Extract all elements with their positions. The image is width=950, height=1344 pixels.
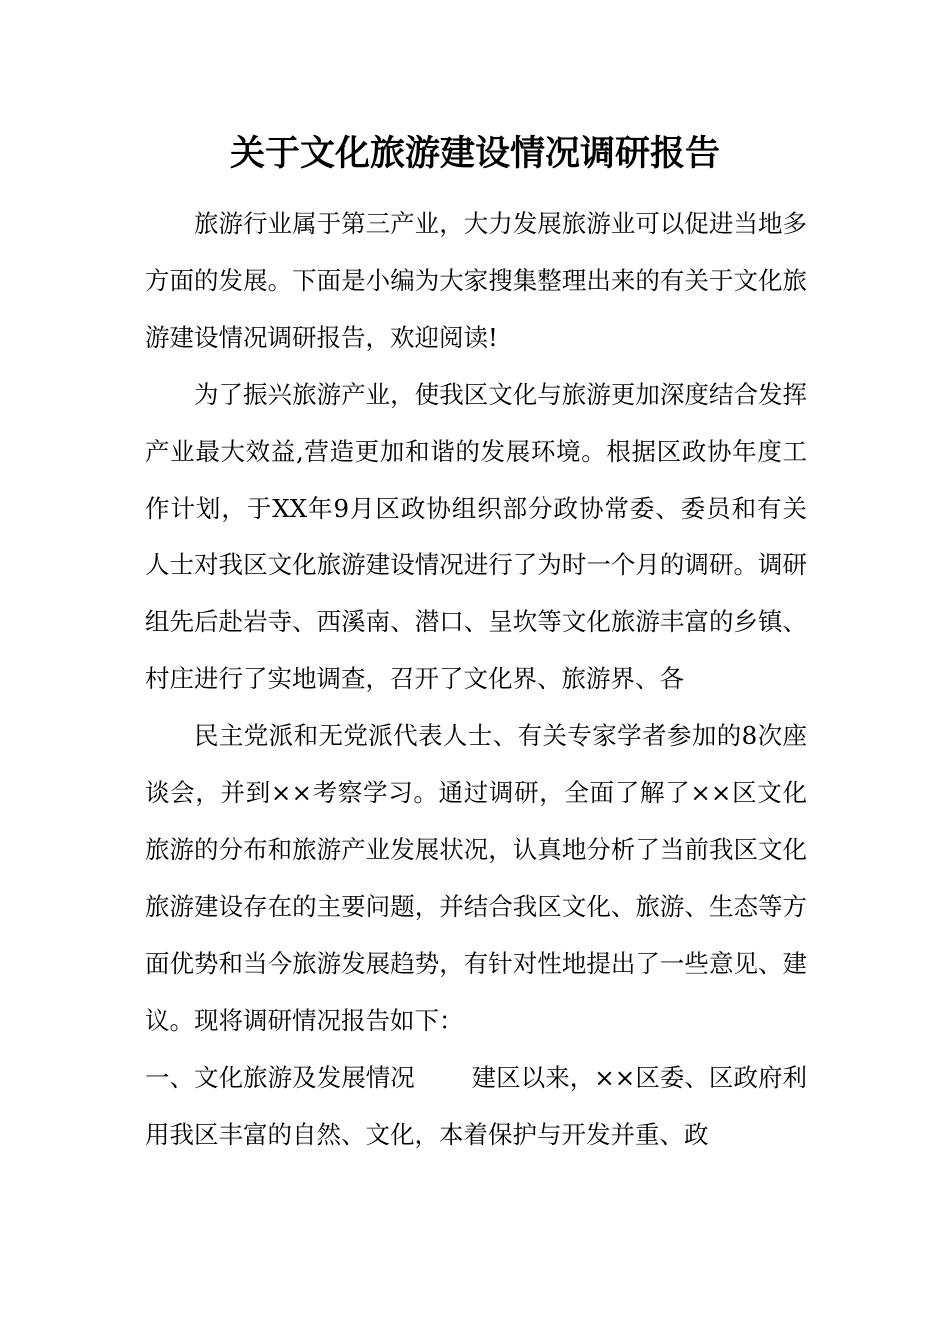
paragraph-research: 民主党派和无党派代表人士、有关专家学者参加的8次座谈会，并到××考察学习。通过调研，全面了解了××区文化旅游的分布和旅游产业发展状况，认真地分析了当前我区文化旅游建设存在的主要问题，并结合我区文化、旅游、生态等方面优势和当今旅游发展趋势，有针对性地提出了一些意见、建议。现将调研情况报告如下： (145, 721, 807, 1035)
paragraph-background: 为了振兴旅游产业，使我区文化与旅游更加深度结合发挥产业最大效益,营造更加和谐的发展环境。根据区政协年度工作计划，于XX年9月区政协组织部分政协常委、委员和有关人士对我区文化旅游建设情况进行了为时一个月的调研。调研组先后赴岩寺、西溪南、潜口、呈坎等文化旅游丰富的乡镇、村庄进行了实地调查，召开了文化界、旅游界、各 (145, 379, 807, 694)
document-title: 关于文化旅游建设情况调研报告 (229, 133, 720, 174)
document-body (145, 196, 807, 1163)
section-gap (415, 1063, 472, 1092)
section-one (145, 1050, 807, 1164)
section-heading: 一、文化旅游及发展情况 (145, 1062, 415, 1092)
section-text: 建区以来，××区委、区政府利用我区丰富的自然、文化，本着保护与开发并重、政 (145, 1062, 808, 1149)
paragraph-intro: 旅游行业属于第三产业，大力发展旅游业可以促进当地多方面的发展。下面是小编为大家搜集整理出来的有关于文化旅游建设情况调研报告，欢迎阅读! (145, 209, 807, 352)
